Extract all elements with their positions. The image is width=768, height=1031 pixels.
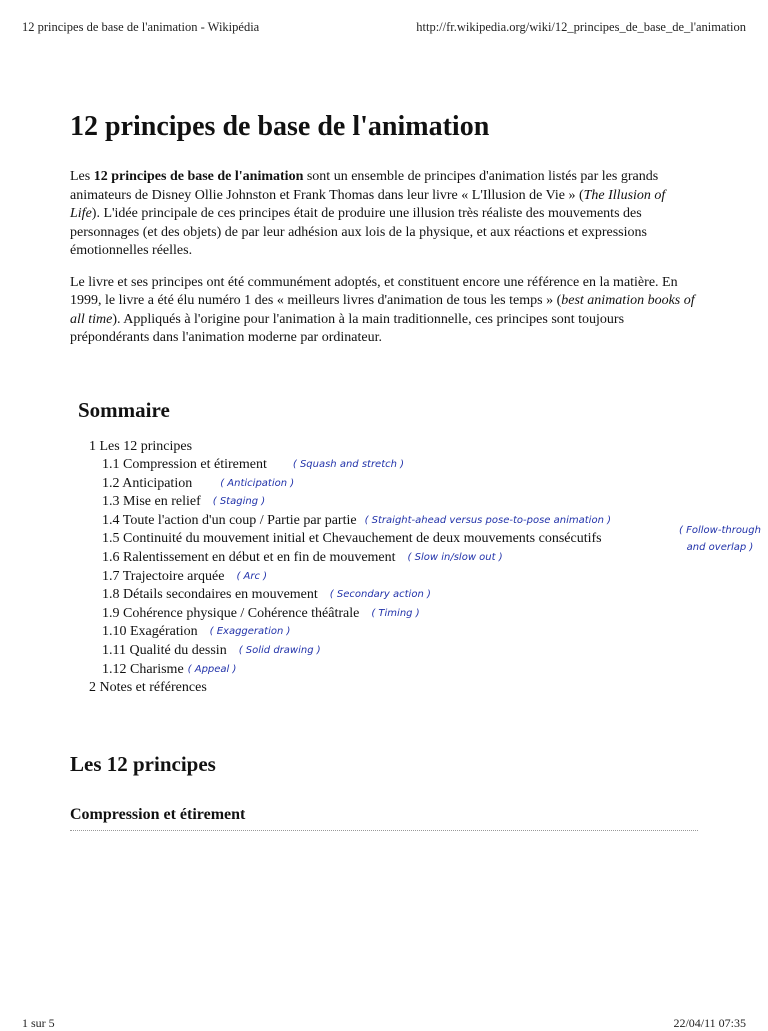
toc-list: [78, 438, 761, 698]
toc-item-note: ( Anticipation ): [220, 477, 295, 489]
toc-item[interactable]: [78, 661, 698, 680]
intro-italic-title: The Illusion of Life: [70, 187, 666, 221]
toc-item[interactable]: [78, 642, 698, 661]
toc-item-label[interactable]: 1.12 Charisme: [102, 661, 184, 677]
toc-item-label[interactable]: 1.5 Continuité du mouvement initial et Chevauchement de deux mouvements consécutifs: [102, 531, 602, 547]
print-header-url: http://fr.wikipedia.org/wiki/12_principes_de_base_de_l'animation: [416, 20, 746, 34]
toc-item-label[interactable]: 2 Notes et références: [89, 680, 207, 696]
toc-item-label[interactable]: 1.9 Cohérence physique / Cohérence théâtrale: [102, 605, 360, 621]
toc-item[interactable]: [78, 568, 698, 587]
toc-item-label[interactable]: 1.3 Mise en relief: [102, 494, 201, 510]
toc-item-note: ( Follow-through and overlap ): [679, 525, 761, 554]
toc-item[interactable]: [78, 493, 698, 512]
toc-item[interactable]: [78, 549, 698, 568]
toc-item-label[interactable]: 1.1 Compression et étirement: [102, 457, 267, 473]
toc-item[interactable]: [78, 679, 698, 698]
toc-item-note: ( Appeal ): [187, 663, 237, 675]
toc-item-label[interactable]: 1.8 Détails secondaires en mouvement: [102, 587, 318, 603]
toc-item-label[interactable]: 1.11 Qualité du dessin: [102, 643, 227, 659]
toc-item-label[interactable]: 1.2 Anticipation: [102, 475, 193, 491]
article-content: [70, 108, 761, 831]
table-of-contents: [70, 396, 761, 698]
page-title: 12 principes de base de l'animation: [70, 111, 490, 142]
toc-item-label[interactable]: 1.10 Exagération: [102, 624, 198, 640]
intro-paragraph-2: Le livre et ses principes ont été communément adoptés, et constituent encore une référence en la matière. En 1999, le livre a été élu numéro 1 des « meilleurs livres d'animation de tous les temps » (best animation books of all time). Appliqués à l'origine pour l'animation à la main traditionnelle, ces principes sont toujours prépondérants dans l'animation moderne par ordinateur.: [70, 274, 695, 345]
toc-item-label[interactable]: 1.7 Trajectoire arquée: [102, 568, 225, 584]
toc-item[interactable]: [78, 525, 761, 554]
section-heading-principles: Les 12 principes: [70, 751, 216, 776]
toc-item-label[interactable]: 1 Les 12 principes: [89, 438, 193, 454]
toc-item-note: ( Slow in/slow out ): [407, 552, 503, 564]
toc-item-label[interactable]: 1.6 Ralentissement en début et en fin de mouvement: [102, 550, 396, 566]
page-number: 1 sur 5: [22, 1016, 55, 1030]
toc-heading: Sommaire: [78, 397, 170, 422]
toc-item-label[interactable]: 1.4 Toute l'action d'un coup / Partie par partie: [102, 512, 357, 528]
toc-item[interactable]: [78, 475, 698, 494]
toc-item-note: ( Timing ): [371, 607, 420, 619]
toc-item-note: ( Arc ): [236, 570, 268, 582]
toc-item[interactable]: [78, 438, 698, 457]
toc-item[interactable]: [78, 623, 698, 642]
intro-bold-term: 12 principes de base de l'animation: [93, 169, 304, 184]
print-header: [22, 20, 746, 35]
toc-item-note: ( Exaggeration ): [209, 626, 291, 638]
toc-item-note: ( Squash and stretch ): [292, 459, 405, 471]
toc-item-note: ( Staging ): [212, 496, 266, 508]
toc-item-note: ( Straight-ahead versus pose-to-pose animation ): [364, 514, 611, 526]
toc-item[interactable]: [78, 456, 698, 475]
toc-item[interactable]: [78, 512, 698, 531]
toc-item-note: ( Solid drawing ): [238, 645, 321, 657]
intro-italic-quote: best animation books of all time: [70, 293, 695, 327]
subsection-heading-squash: Compression et étirement: [70, 804, 698, 831]
intro-paragraph-1: Les 12 principes de base de l'animation sont un ensemble de principes d'animation listés par les grands animateurs de Disney Ollie Johnston et Frank Thomas dans leur livre « L'Illusion de Vie » (The Illusion of Life). L'idée principale de ces principes était de produire une illusion très réaliste des mouvements des personnages (et des objets) de par leur adhésion aux lois de la physique, et aux réactions et expressions émotionnelles réelles.: [70, 169, 666, 258]
print-header-title: 12 principes de base de l'animation - Wikipédia: [22, 20, 260, 34]
toc-item[interactable]: [78, 586, 698, 605]
toc-item-note: ( Secondary action ): [329, 589, 431, 601]
toc-item[interactable]: [78, 605, 698, 624]
print-datetime: 22/04/11 07:35: [673, 1016, 746, 1030]
